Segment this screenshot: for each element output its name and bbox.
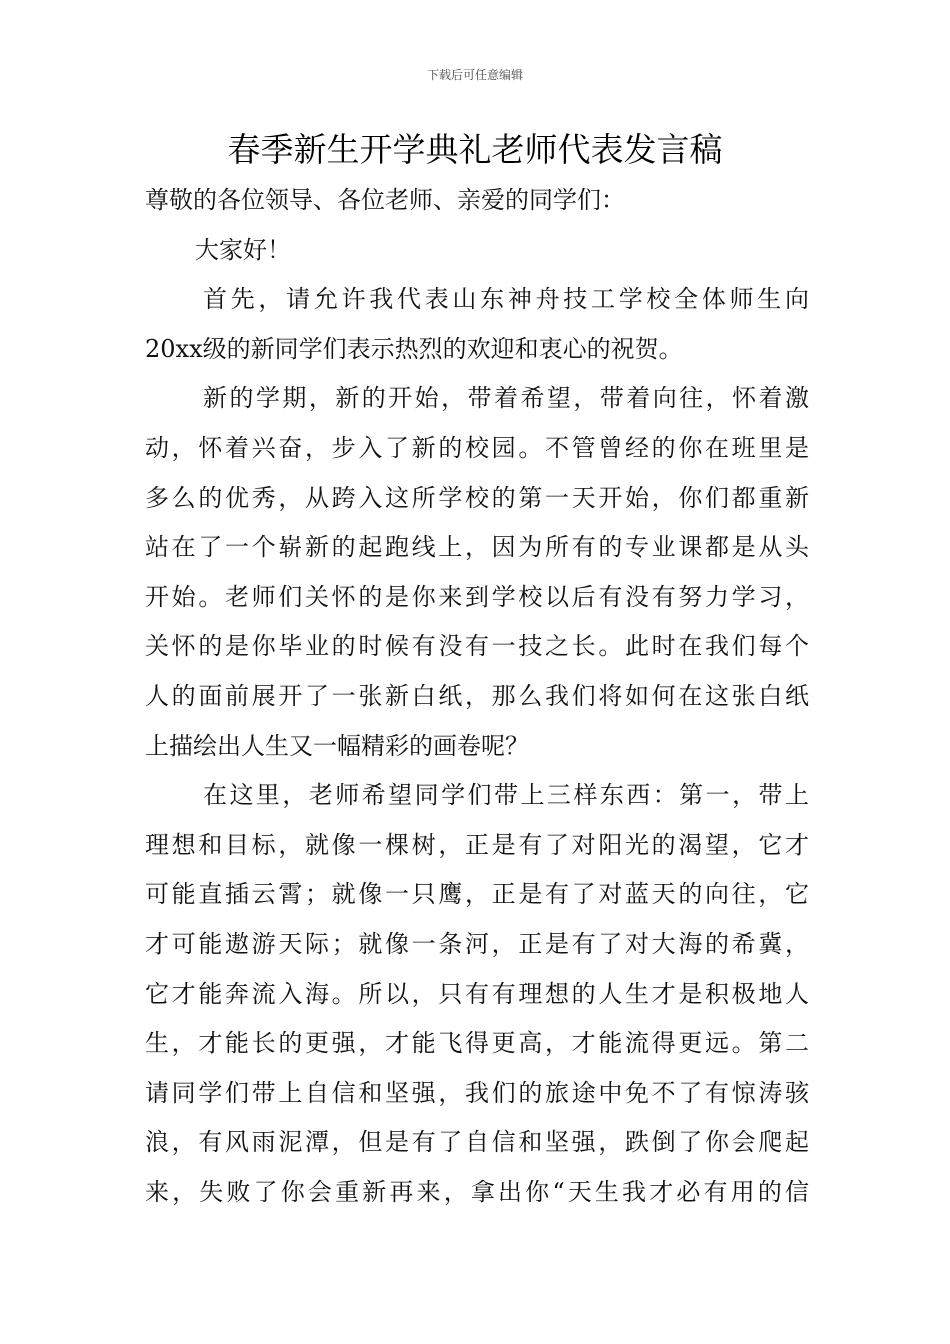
page-header-note: 下载后可任意编辑 [426, 68, 523, 82]
paragraph-line: 首先，请允许我代表山东神舟技工学校全体师生向 [203, 285, 809, 314]
paragraph-line: 理想和目标，就像一棵树，正是有了对阳光的渴望，它才 [145, 830, 809, 859]
salutation-line: 尊敬的各位领导、各位老师、亲爱的同学们： [145, 186, 625, 214]
paragraph-line: 生，才能长的更强，才能飞得更高，才能流得更远。第二 [145, 1029, 809, 1058]
greeting-line: 大家好！ [195, 235, 291, 264]
paragraph-line: 多么的优秀，从跨入这所学校的第一天开始，你们都重新 [145, 483, 809, 512]
paragraph-line: 来，失败了你会重新再来，拿出你“天生我才必有用的信 [145, 1177, 809, 1206]
paragraph-line: 上描绘出人生又一幅精彩的画卷呢？ [145, 731, 529, 760]
paragraph-line: 浪，有风雨泥潭，但是有了自信和坚强，跌倒了你会爬起 [145, 1128, 809, 1157]
paragraph-line: 人的面前展开了一张新白纸，那么我们将如何在这张白纸 [145, 681, 809, 710]
paragraph-line: 关怀的是你毕业的时候有没有一技之长。此时在我们每个 [145, 632, 809, 661]
paragraph-line: 可能直插云霄；就像一只鹰，正是有了对蓝天的向往，它 [145, 880, 809, 909]
paragraph-line: 请同学们带上自信和坚强，我们的旅途中免不了有惊涛骇 [145, 1078, 809, 1107]
document-body [145, 176, 809, 1217]
paragraph-line: 动，怀着兴奋，步入了新的校园。不管曾经的你在班里是 [145, 433, 809, 462]
paragraph-line: 在这里，老师希望同学们带上三样东西：第一，带上 [203, 781, 809, 810]
paragraph-line: 它才能奔流入海。所以，只有有理想的人生才是积极地人 [145, 979, 809, 1008]
paragraph-line: 开始。老师们关怀的是你来到学校以后有没有努力学习， [145, 582, 809, 611]
document-title: 春季新生开学典礼老师代表发言稿 [227, 130, 723, 169]
paragraph-line: 站在了一个崭新的起跑线上，因为所有的专业课都是从头 [145, 533, 809, 562]
paragraph-line: 才可能遨游天际；就像一条河，正是有了对大海的希冀， [145, 929, 809, 958]
paragraph-line: 新的学期，新的开始，带着希望，带着向往，怀着激 [203, 384, 809, 413]
paragraph-line: 20xx级的新同学们表示热烈的欢迎和衷心的祝贺。 [145, 334, 683, 363]
